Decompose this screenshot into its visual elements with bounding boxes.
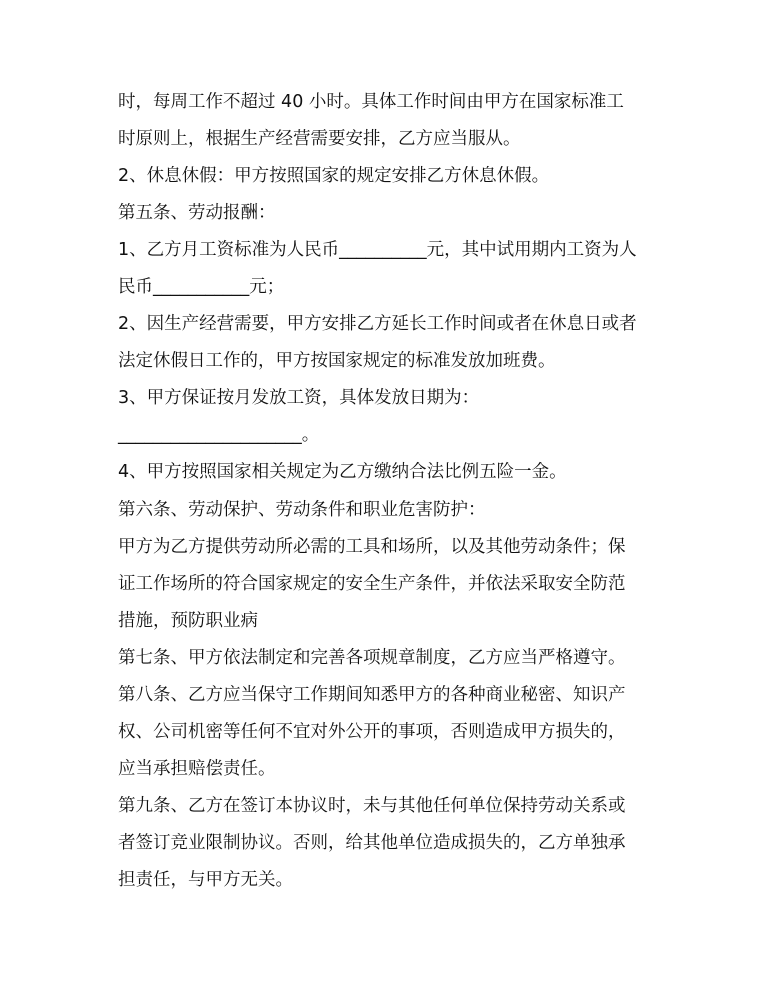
text-line: 2、休息休假：甲方按照国家的规定安排乙方休息休假。 bbox=[118, 166, 550, 187]
section-heading: 第九条、乙方在签订本协议时，未与其他任何单位保持劳动关系或 bbox=[118, 795, 626, 816]
text-line: 权、公司机密等任何不宜对外公开的事项，否则造成甲方损失的， bbox=[118, 721, 626, 742]
contract-text bbox=[118, 84, 718, 899]
section-heading: 第六条、劳动保护、劳动条件和职业危害防护： bbox=[118, 499, 486, 520]
text-line: 1、乙方月工资标准为人民币__________元，其中试用期内工资为人 bbox=[118, 240, 637, 261]
section-heading: 第五条、劳动报酬： bbox=[118, 203, 276, 224]
text-line: 3、甲方保证按月发放工资，具体发放日期为： bbox=[118, 388, 480, 409]
text-line: 证工作场所的符合国家规定的安全生产条件，并依法采取安全防范 bbox=[118, 573, 626, 594]
text-line: 时原则上，根据生产经营需要安排，乙方应当服从。 bbox=[118, 129, 521, 150]
text-line: 法定休假日工作的，甲方按国家规定的标准发放加班费。 bbox=[118, 351, 556, 372]
text-line: 担责任，与甲方无关。 bbox=[118, 869, 293, 890]
text-line: 民币___________元； bbox=[118, 277, 285, 298]
text-line: 措施，预防职业病 bbox=[118, 610, 258, 631]
blank-fill-line: _____________________。 bbox=[118, 425, 320, 446]
text-line: 甲方为乙方提供劳动所必需的工具和场所，以及其他劳动条件；保 bbox=[118, 536, 626, 557]
text-line: 4、甲方按照国家相关规定为乙方缴纳合法比例五险一金。 bbox=[118, 462, 567, 483]
text-line: 者签订竞业限制协议。否则，给其他单位造成损失的，乙方单独承 bbox=[118, 832, 626, 853]
section-heading: 第八条、乙方应当保守工作期间知悉甲方的各种商业秘密、知识产 bbox=[118, 684, 626, 705]
text-line: 时，每周工作不超过 40 小时。具体工作时间由甲方在国家标准工 bbox=[118, 92, 624, 112]
section-heading: 第七条、甲方依法制定和完善各项规章制度，乙方应当严格遵守。 bbox=[118, 647, 626, 668]
text-line: 应当承担赔偿责任。 bbox=[118, 758, 276, 779]
text-line: 2、因生产经营需要，甲方安排乙方延长工作时间或者在休息日或者 bbox=[118, 314, 637, 335]
